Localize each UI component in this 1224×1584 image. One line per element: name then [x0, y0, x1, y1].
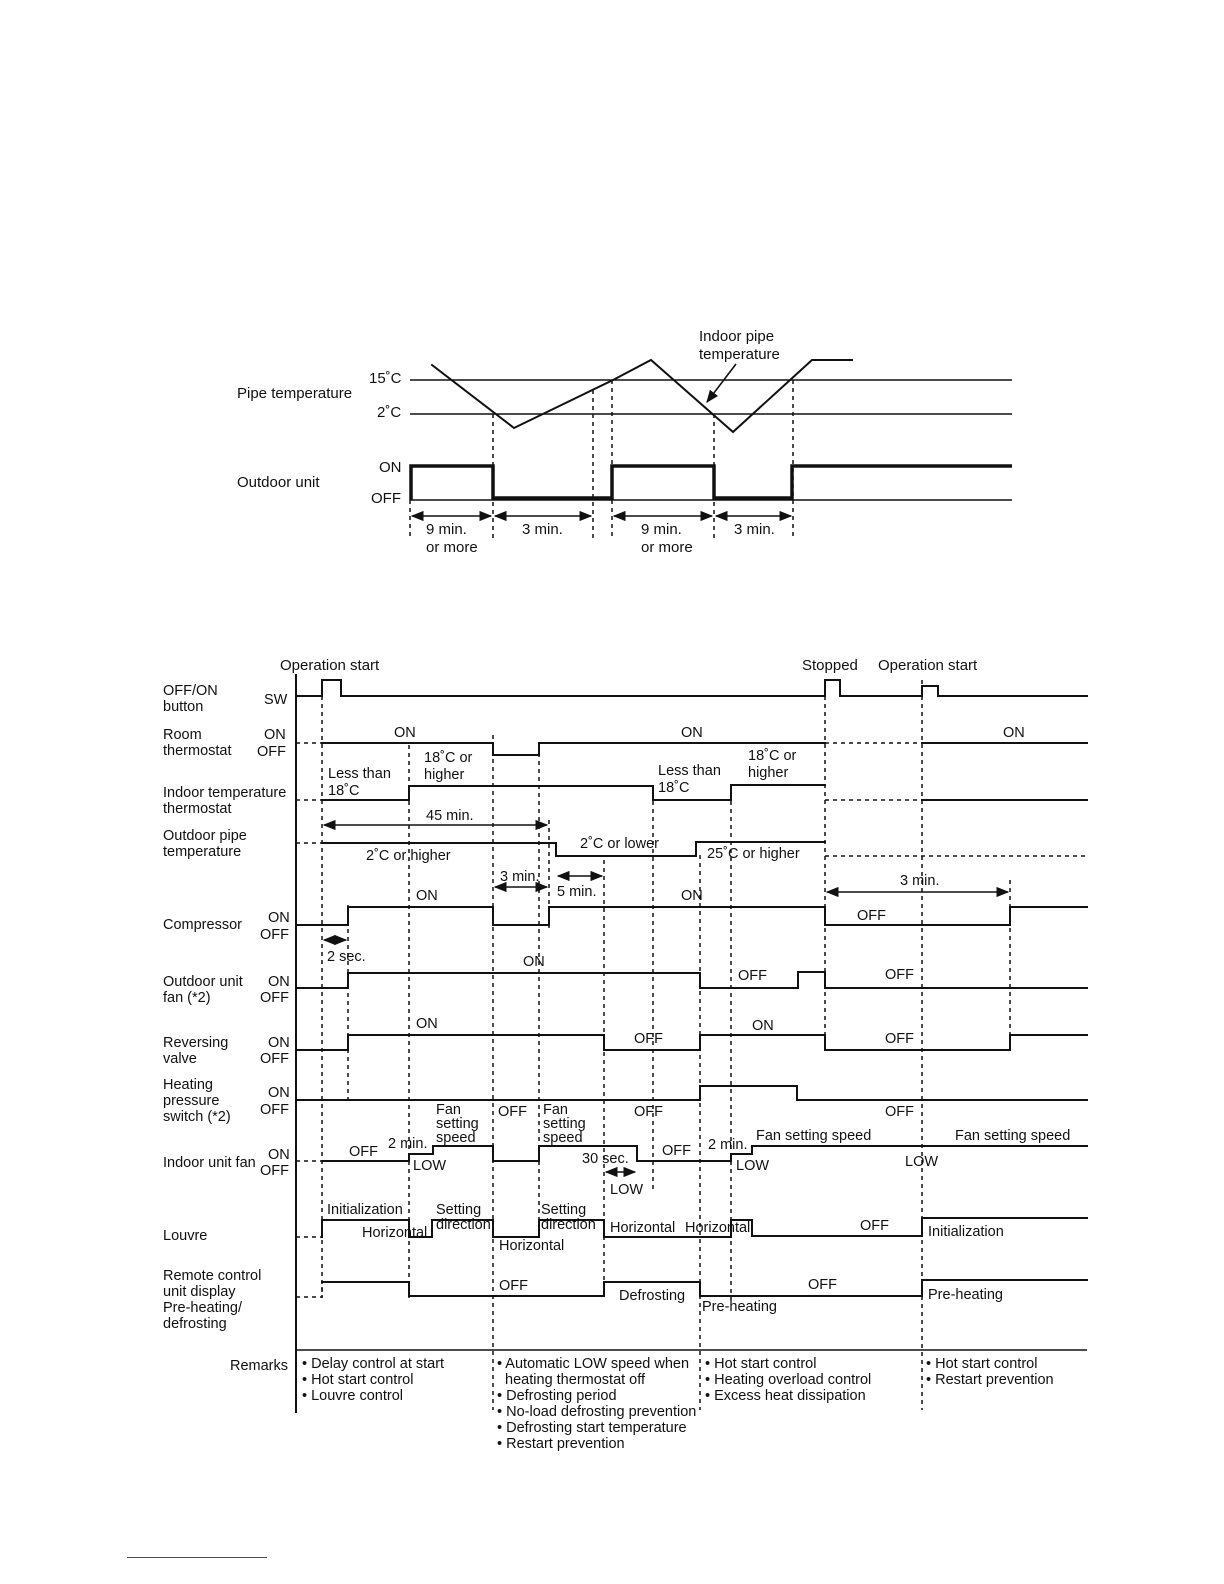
louvre-setting-direction: direction: [436, 1217, 491, 1233]
state-on: ON: [268, 1035, 290, 1051]
indoor-fan-low: LOW: [413, 1158, 447, 1174]
less-than-18: 18˚C: [328, 783, 360, 799]
louvre-horizontal: Horizontal: [610, 1220, 676, 1236]
reversing-valve-on: ON: [752, 1018, 774, 1034]
fan-setting-speed: Fan: [436, 1102, 461, 1118]
reversing-valve-off: OFF: [634, 1031, 663, 1047]
interval-3min-label: 3 min.: [522, 521, 563, 538]
louvre-horizontal: Horizontal: [685, 1220, 751, 1236]
louvre-setting-direction: direction: [541, 1217, 596, 1233]
label-2sec: 2 sec.: [327, 949, 366, 965]
row-label-offon-button: button: [163, 699, 204, 715]
remarks-label: Remarks: [230, 1358, 289, 1374]
louvre-setting-direction: Setting: [436, 1202, 482, 1218]
18-or-higher: 18˚C or: [748, 748, 797, 764]
outdoor-unit-state: [411, 466, 1012, 500]
state-off: OFF: [260, 927, 289, 943]
indoor-fan-low: LOW: [905, 1154, 939, 1170]
label-3min: 3 min.: [900, 873, 940, 889]
row-label-heating-pressure-switch: pressure: [163, 1093, 220, 1109]
state-off: OFF: [260, 1051, 289, 1067]
remark-item: • Hot start control: [705, 1356, 817, 1372]
18-or-higher: higher: [748, 765, 789, 781]
label-3min: 3 min.: [500, 869, 540, 885]
indoor-fan-off: OFF: [662, 1143, 691, 1159]
heating-pressure-switch-signal: [296, 1086, 1087, 1100]
row-label-indoor-unit-fan: Indoor unit fan: [163, 1155, 256, 1171]
louvre-horizontal: Horizontal: [362, 1225, 428, 1241]
compressor-signal: [296, 907, 1087, 925]
louvre-setting-direction: Setting: [541, 1202, 587, 1218]
2c-or-higher: 2˚C or higher: [366, 848, 451, 864]
remark-item: • Hot start control: [302, 1372, 414, 1388]
pipe-temperature-curve: [432, 360, 852, 432]
state-off: OFF: [260, 1102, 289, 1118]
18-or-higher: higher: [424, 767, 465, 783]
fan-setting-speed: speed: [436, 1130, 476, 1146]
remarks-column-1: [302, 1356, 444, 1404]
row-label-outdoor-unit-fan: Outdoor unit: [163, 974, 243, 990]
indoor-fan-low: LOW: [610, 1182, 644, 1198]
compressor-on: ON: [681, 888, 703, 904]
row-label-outdoor-pipe-temp: temperature: [163, 844, 242, 860]
interval-9min-label: 9 min.: [641, 521, 682, 538]
compressor-on: ON: [416, 888, 438, 904]
remarks-column-2: [497, 1356, 696, 1452]
operation-start-label: Operation start: [878, 657, 978, 674]
room-thermostat-on: ON: [1003, 725, 1025, 741]
outdoor-unit-label: Outdoor unit: [237, 474, 320, 491]
row-label-louvre: Louvre: [163, 1228, 208, 1244]
indoor-fan-off: OFF: [349, 1144, 378, 1160]
row-label-remote-display: defrosting: [163, 1316, 227, 1332]
25c-or-higher: 25˚C or higher: [707, 846, 800, 862]
reversing-valve-on: ON: [416, 1016, 438, 1032]
remark-item: • Excess heat dissipation: [705, 1388, 866, 1404]
pressure-switch-off: OFF: [634, 1104, 663, 1120]
outdoor-fan-on: ON: [523, 954, 545, 970]
remarks-column-3: [705, 1356, 871, 1404]
remote-display-defrosting: Defrosting: [619, 1288, 686, 1304]
remark-item: • Automatic LOW speed when: [497, 1356, 690, 1372]
row-label-remote-display: Pre-heating/: [163, 1300, 242, 1316]
defrost-chart: [237, 328, 1012, 556]
interval-3min-label: 3 min.: [734, 521, 775, 538]
2c-or-lower: 2˚C or lower: [580, 836, 659, 852]
indoor-pipe-annotation: Indoor pipe: [699, 328, 775, 345]
remarks-column-4: [926, 1356, 1054, 1388]
state-on: ON: [268, 1085, 290, 1101]
timing-chart: [163, 657, 1087, 1452]
louvre-horizontal: Horizontal: [499, 1238, 565, 1254]
interval-9min-label: or more: [641, 539, 693, 556]
room-thermostat-on: ON: [394, 725, 416, 741]
state-off: OFF: [260, 990, 289, 1006]
fan-setting-speed: Fan setting speed: [955, 1128, 1071, 1144]
indoor-pipe-annotation: temperature: [699, 346, 780, 363]
footer-rule: [127, 1557, 267, 1558]
18-or-higher: 18˚C or: [424, 750, 473, 766]
remark-item: • Hot start control: [926, 1356, 1038, 1372]
pipe-temperature-label: Pipe temperature: [237, 385, 353, 402]
row-label-room-thermostat: Room: [163, 727, 202, 743]
remark-item: • Louvre control: [302, 1388, 403, 1404]
row-label-compressor: Compressor: [163, 917, 242, 933]
remark-item: • Restart prevention: [926, 1372, 1054, 1388]
off-label: OFF: [371, 490, 401, 507]
state-on: ON: [264, 727, 286, 743]
less-than-18: Less than: [328, 766, 391, 782]
reversing-valve-signal: [296, 1035, 1087, 1050]
remote-display-signal: [296, 1282, 322, 1297]
remote-display-pre-heating: Pre-heating: [702, 1299, 777, 1315]
level-15-label: 15˚C: [369, 370, 402, 387]
interval-9min-label: 9 min.: [426, 521, 467, 538]
on-label: ON: [379, 459, 402, 476]
fan-setting-speed: setting: [436, 1116, 479, 1132]
louvre-off: OFF: [860, 1218, 889, 1234]
remark-item: • Defrosting start temperature: [497, 1420, 687, 1436]
fan-setting-speed: Fan setting speed: [756, 1128, 872, 1144]
fan-setting-speed: speed: [543, 1130, 583, 1146]
label-30sec: 30 sec.: [582, 1151, 629, 1167]
state-on: ON: [268, 910, 290, 926]
less-than-18: 18˚C: [658, 780, 690, 796]
less-than-18: Less than: [658, 763, 721, 779]
row-label-remote-display: unit display: [163, 1284, 236, 1300]
label-2min: 2 min.: [388, 1136, 428, 1152]
reversing-valve-off: OFF: [885, 1031, 914, 1047]
remark-item: • Delay control at start: [302, 1356, 445, 1372]
offon-button-signal: [296, 680, 1087, 696]
indoor-temp-thermostat-signal: [322, 785, 825, 800]
label-5min: 5 min.: [557, 884, 597, 900]
row-label-reversing-valve: valve: [163, 1051, 197, 1067]
row-label-heating-pressure-switch: switch (*2): [163, 1109, 231, 1125]
remark-item: • No-load defrosting prevention: [497, 1404, 697, 1420]
row-label-reversing-valve: Reversing: [163, 1035, 229, 1051]
row-label-outdoor-unit-fan: fan (*2): [163, 990, 211, 1006]
level-2-label: 2˚C: [377, 404, 402, 421]
label-2min: 2 min.: [708, 1137, 748, 1153]
indoor-pipe-arrow: [707, 364, 736, 402]
row-label-outdoor-pipe-temp: Outdoor pipe: [163, 828, 247, 844]
remark-item: • Defrosting period: [497, 1388, 617, 1404]
outdoor-fan-off: OFF: [885, 967, 914, 983]
room-thermostat-on: ON: [681, 725, 703, 741]
operation-start-label: Operation start: [280, 657, 380, 674]
pressure-switch-off: OFF: [885, 1104, 914, 1120]
label-45min: 45 min.: [426, 808, 474, 824]
fan-setting-speed: setting: [543, 1116, 586, 1132]
row-label-room-thermostat: thermostat: [163, 743, 232, 759]
remark-item: • Restart prevention: [497, 1436, 625, 1452]
remote-display-pre-heating: Pre-heating: [928, 1287, 1003, 1303]
state-on: ON: [268, 974, 290, 990]
remark-item: heating thermostat off: [497, 1372, 646, 1388]
outdoor-fan-off: OFF: [738, 968, 767, 984]
remote-display-off: OFF: [499, 1278, 528, 1294]
row-label-heating-pressure-switch: Heating: [163, 1077, 213, 1093]
louvre-initialization: Initialization: [928, 1224, 1004, 1240]
remote-display-off: OFF: [808, 1277, 837, 1293]
indoor-fan-low: LOW: [736, 1158, 770, 1174]
compressor-off: OFF: [857, 908, 886, 924]
state-off: OFF: [257, 744, 286, 760]
state-sw: SW: [264, 692, 288, 708]
pressure-switch-off: OFF: [498, 1104, 527, 1120]
outdoor-unit-fan-signal: [296, 972, 1087, 988]
fan-setting-speed: Fan: [543, 1102, 568, 1118]
louvre-initialization: Initialization: [327, 1202, 403, 1218]
remark-item: • Heating overload control: [705, 1372, 872, 1388]
stopped-label: Stopped: [802, 657, 858, 674]
row-label-remote-display: Remote control: [163, 1268, 262, 1284]
row-label-offon-button: OFF/ON: [163, 683, 218, 699]
interval-9min-label: or more: [426, 539, 478, 556]
row-label-indoor-temp-thermostat: thermostat: [163, 801, 232, 817]
state-on: ON: [268, 1147, 290, 1163]
state-off: OFF: [260, 1163, 289, 1179]
row-label-indoor-temp-thermostat: Indoor temperature: [163, 785, 287, 801]
